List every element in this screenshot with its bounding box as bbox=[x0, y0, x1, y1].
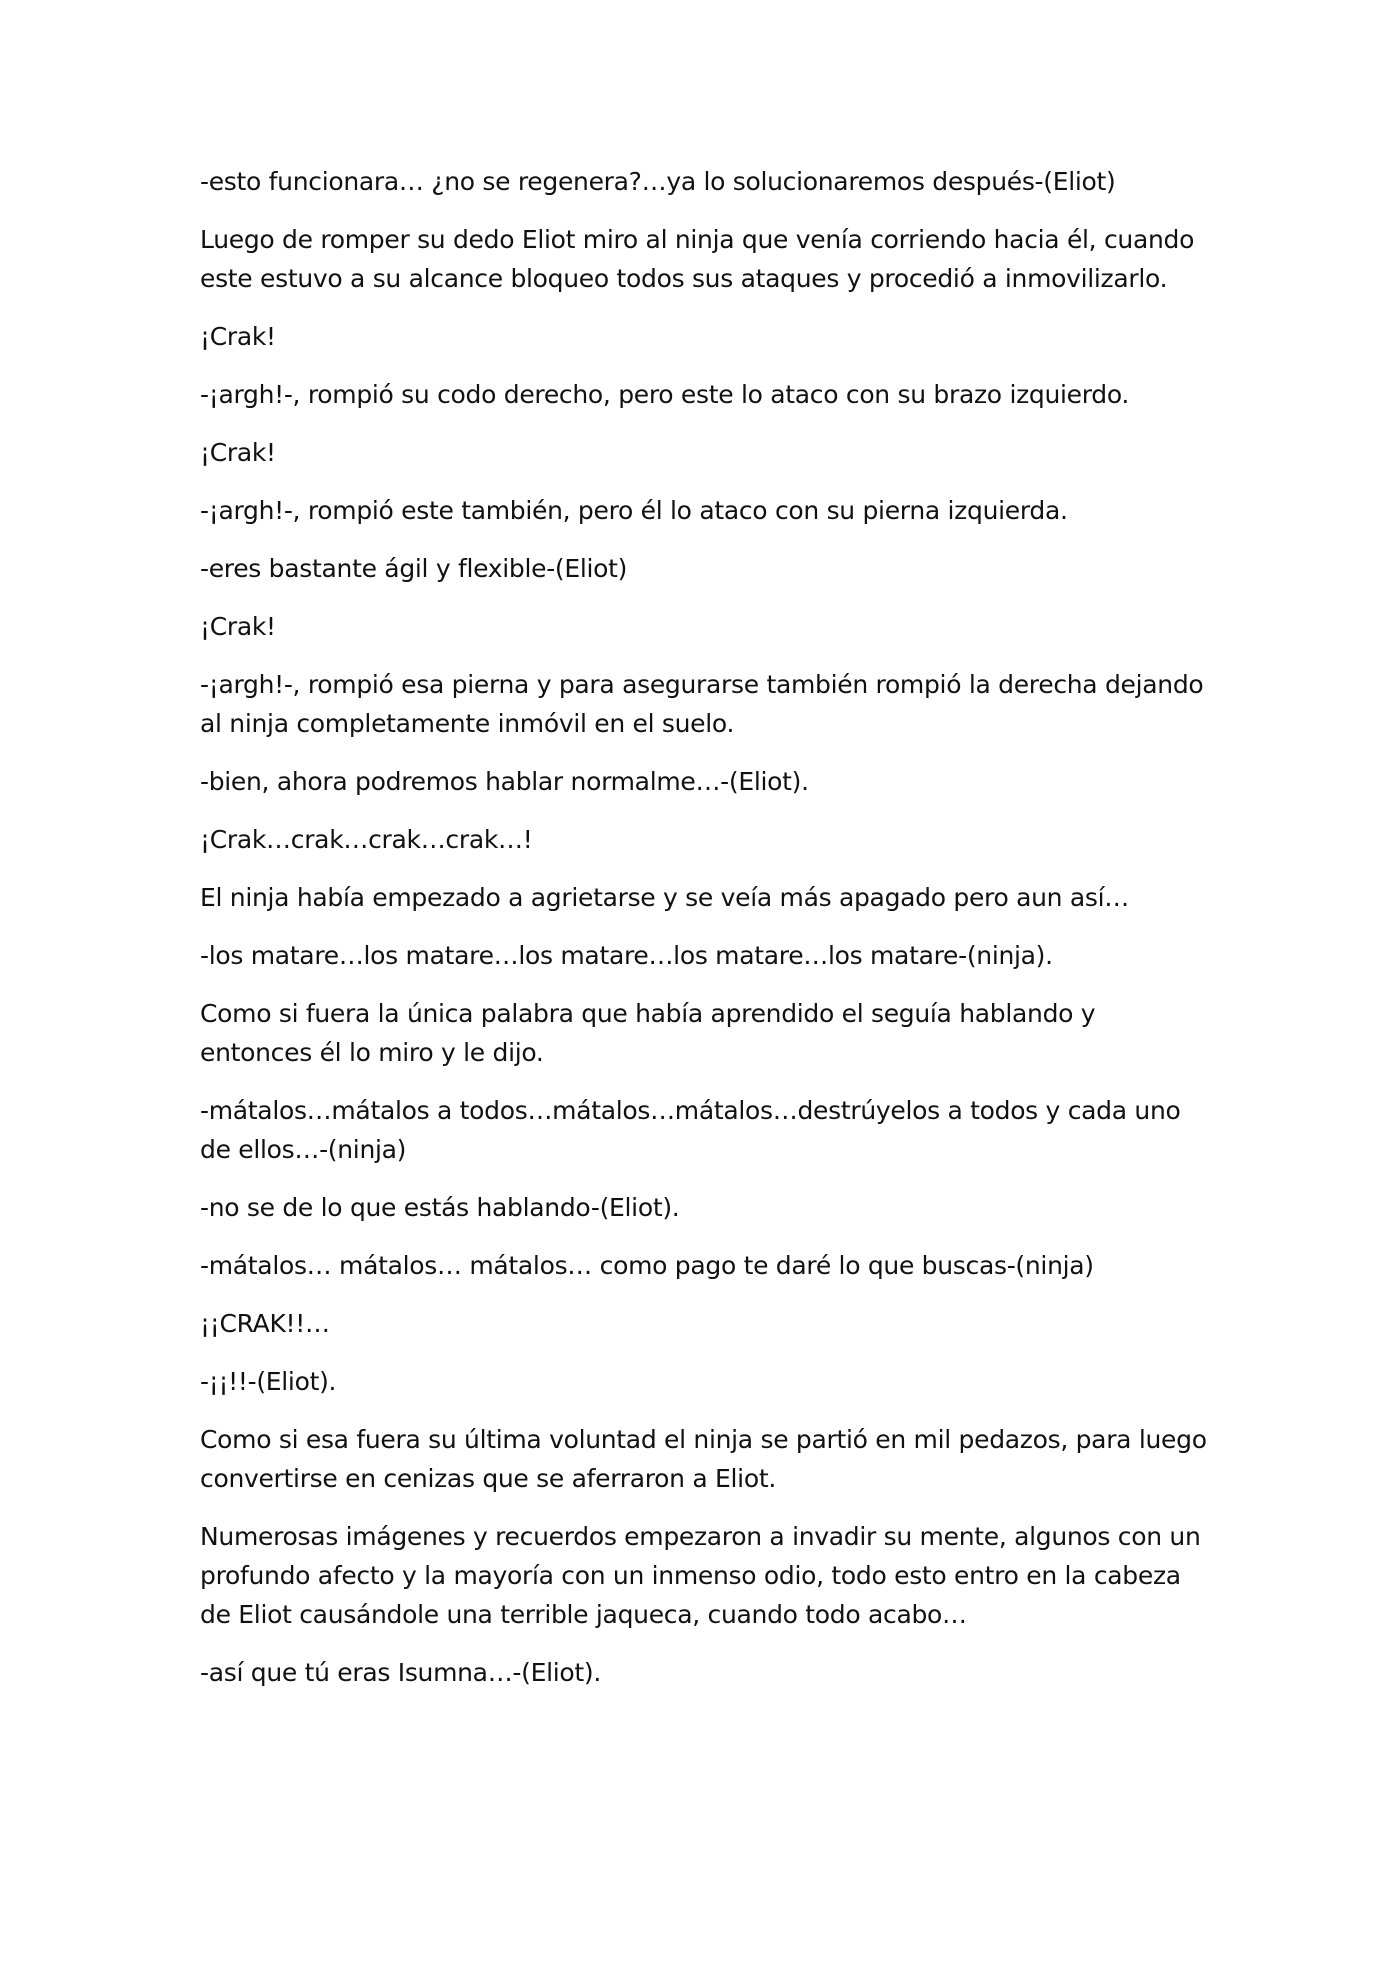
paragraph: -¡argh!-, rompió este también, pero él lo ataco con su pierna izquierda. bbox=[200, 496, 1068, 525]
paragraph: Como si fuera la única palabra que había aprendido el seguía hablando y entonces él lo miro y le dijo. bbox=[200, 999, 1096, 1067]
paragraph: El ninja había empezado a agrietarse y se veía más apagado pero aun así… bbox=[200, 883, 1129, 912]
paragraph: -no se de lo que estás hablando-(Eliot). bbox=[200, 1193, 680, 1222]
paragraph: Numerosas imágenes y recuerdos empezaron a invadir su mente, algunos con un profundo afecto y la mayoría con un inmenso odio, todo esto entro en la cabeza de Eliot causándole una terrible jaqueca, cuando todo acabo… bbox=[200, 1522, 1201, 1629]
paragraph: ¡Crak…crak…crak…crak…! bbox=[200, 825, 533, 854]
paragraph: -los matare…los matare…los matare…los matare…los matare-(ninja). bbox=[200, 941, 1053, 970]
paragraph: ¡Crak! bbox=[200, 438, 276, 467]
paragraph: -así que tú eras Isumna…-(Eliot). bbox=[200, 1658, 601, 1687]
paragraph: -bien, ahora podremos hablar normalme…-(Eliot). bbox=[200, 767, 809, 796]
paragraph: -¡argh!-, rompió esa pierna y para asegurarse también rompió la derecha dejando al ninja completamente inmóvil en el suelo. bbox=[200, 670, 1204, 738]
paragraph: -esto funcionara… ¿no se regenera?…ya lo solucionaremos después-(Eliot) bbox=[200, 167, 1116, 196]
paragraph: Como si esa fuera su última voluntad el ninja se partió en mil pedazos, para luego convertirse en cenizas que se aferraron a Eliot. bbox=[200, 1425, 1207, 1493]
paragraph: ¡Crak! bbox=[200, 612, 276, 641]
paragraph: -eres bastante ágil y flexible-(Eliot) bbox=[200, 554, 628, 583]
document-body bbox=[200, 162, 1210, 1711]
paragraph: -mátalos…mátalos a todos…mátalos…mátalos…destrúyelos a todos y cada uno de ellos…-(ninja) bbox=[200, 1096, 1181, 1164]
paragraph: -mátalos… mátalos… mátalos… como pago te daré lo que buscas-(ninja) bbox=[200, 1251, 1094, 1280]
paragraph: -¡¡!!-(Eliot). bbox=[200, 1367, 337, 1396]
paragraph: ¡¡CRAK!!… bbox=[200, 1309, 330, 1338]
paragraph: -¡argh!-, rompió su codo derecho, pero este lo ataco con su brazo izquierdo. bbox=[200, 380, 1130, 409]
paragraph: Luego de romper su dedo Eliot miro al ninja que venía corriendo hacia él, cuando este estuvo a su alcance bloqueo todos sus ataques y procedió a inmovilizarlo. bbox=[200, 225, 1195, 293]
paragraph: ¡Crak! bbox=[200, 322, 276, 351]
